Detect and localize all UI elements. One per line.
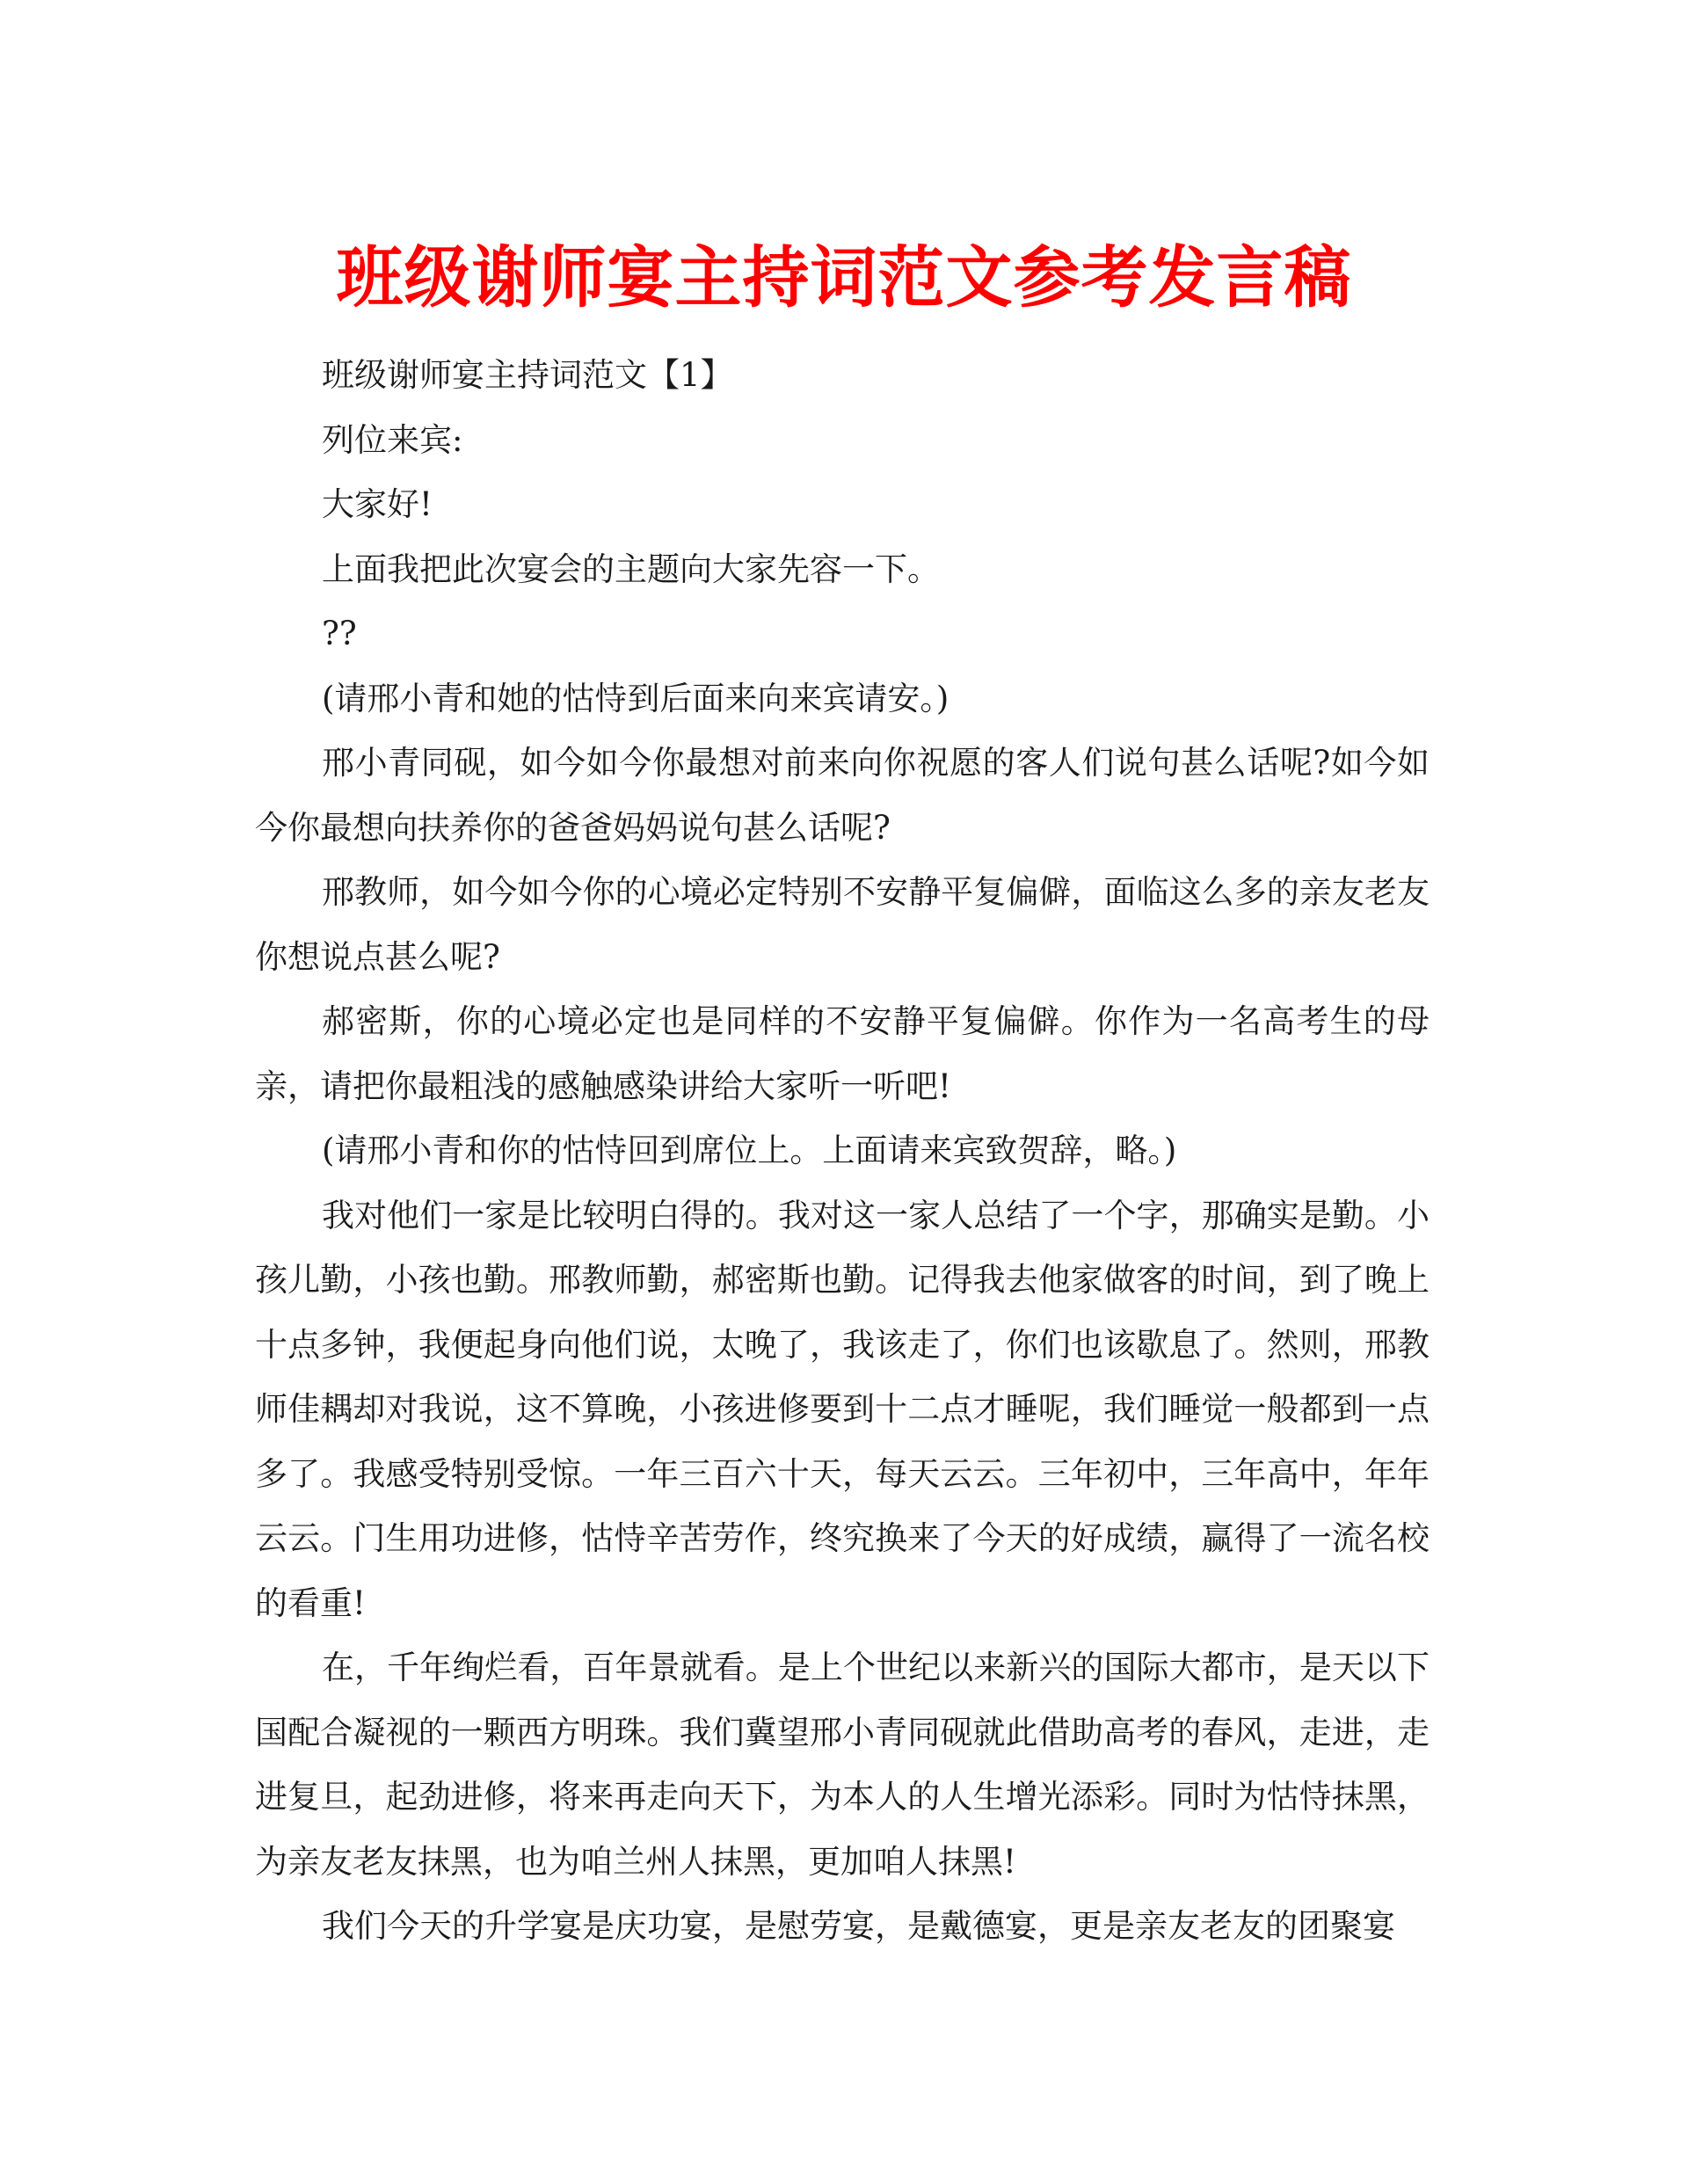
- paragraph: 上面我把此次宴会的主题向大家先容一下。: [322, 550, 940, 588]
- paragraph: 邢小青同砚，如今如今你最想对前来向你祝愿的客人们说句甚么话呢?如今如今你最想向扶养你的爸爸妈妈说句甚么话呢?: [255, 744, 1430, 847]
- salutation: 列位来宾:: [322, 420, 463, 459]
- paragraph: 我对他们一家是比较明白得的。我对这一家人总结了一个字，那确实是勤。小孩儿勤，小孩也勤。邢教师勤，郝密斯也勤。记得我去他家做客的时间，到了晚上十点多钟，我便起身向他们说，太晚了，我该走了，你们也该歇息了。然则，邢教师佳耦却对我说，这不算晚，小孩进修要到十二点才睡呢，我们睡觉一般都到一点多了。我感受特别受惊。一年三百六十天，每天云云。三年初中，三年高中，年年云云。门生用功进修，怙恃辛苦劳作，终究换来了今天的好成绩，赢得了一流名校的看重!: [255, 1196, 1430, 1622]
- paragraph: 在，千年绚烂看，百年景就看。是上个世纪以来新兴的国际大都市，是天以下国配合凝视的一颗西方明珠。我们冀望邢小青同砚就此借助高考的春风，走进，走进复旦，起劲进修，将来再走向天下，为本人的人生增光添彩。同时为怙恃抹黑，为亲友老友抹黑，也为咱兰州人抹黑，更加咱人抹黑!: [255, 1649, 1430, 1881]
- paragraph: (请邢小青和你的怙恃回到席位上。上面请来宾致贺辞，略。): [322, 1132, 1177, 1169]
- paragraph: (请邢小青和她的怙恃到后面来向来宾请安。): [322, 679, 950, 717]
- paragraph: ??: [322, 615, 357, 652]
- paragraph: 邢教师，如今如今你的心境必定特别不安静平复偏僻，面临这么多的亲友老友你想说点甚么呢?: [255, 873, 1430, 976]
- paragraph: 我们今天的升学宴是庆功宴，是慰劳宴，是戴德宴，更是亲友老友的团聚宴: [322, 1907, 1395, 1945]
- document-body: [255, 343, 1430, 1959]
- document-title: 班级谢师宴主持词范文参考发言稿: [336, 238, 1352, 317]
- section-heading: 班级谢师宴主持词范文【1】: [322, 356, 733, 394]
- paragraph: 郝密斯，你的心境必定也是同样的不安静平复偏僻。你作为一名高考生的母亲，请把你最粗浅的感触感染讲给大家听一听吧!: [255, 1002, 1430, 1105]
- greeting: 大家好!: [322, 485, 433, 523]
